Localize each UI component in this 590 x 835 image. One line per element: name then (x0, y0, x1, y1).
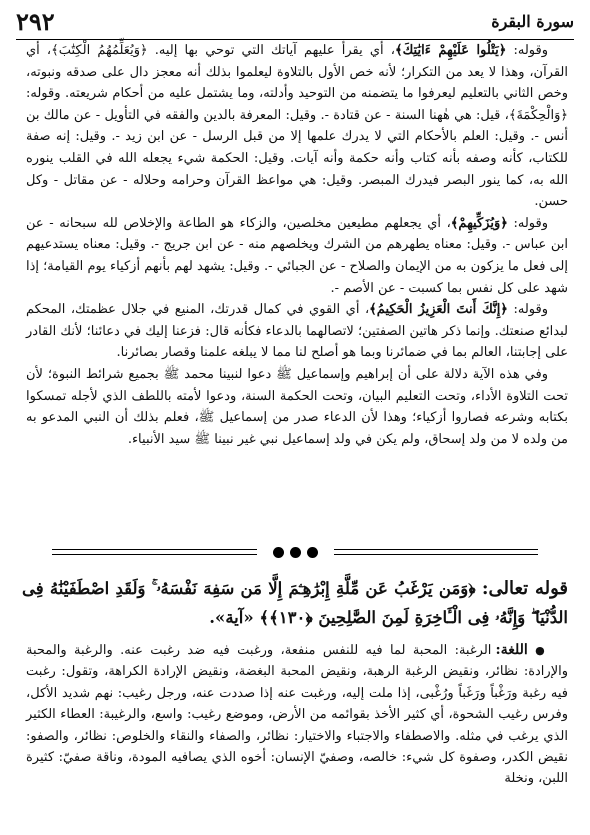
separator-dot (307, 547, 318, 558)
verse-label: قوله تعالى: (481, 578, 568, 599)
quran-quote: ﴿يَتْلُوا عَلَيْهِمْ ءَايَٰتِكَ﴾ (394, 43, 507, 58)
surah-title: سورة البقرة (491, 11, 574, 31)
paragraph-yuzakkihim: وقوله: ﴿وَيُزَكِّيهِمْ﴾، أي يجعلهم مطيعين مخلصين، والزكاء هو الطاعة والإخلاص لله سبحانه - عن ابن عباس -. وقيل: معناه يطهرهم من الشرك ويخلصهم منه - عن ابن جريج -. وقيل: معناه يستدعيهم إلى فعل ما يزكون به من الإيمان والصلاح - عن الجبائي -. وقيل: يشهد لهم بأنهم أزكياء يوم القيامة؛ إذا شهد على كل نفس بما كسبت - عن الأصم -. (26, 215, 568, 296)
paragraph-yatlu: وقوله: ﴿يَتْلُوا عَلَيْهِمْ ءَايَٰتِكَ﴾، أي يقرأ عليهم آياتك التي توحي بها إليه. ﴿وَيُعَلِّمُهُمُ الْكِتَٰبَ﴾، أي القرآن، وهذا لا يعد من التكرار؛ لأنه خص الأول بالتلاوة ليعلموا بذلك أنه معجز دال على صدقه ونبوته، وخص الثاني بالتعليم ليعرفوا ما يتضمنه من التوحيد وأدلته، وما يشتمل عليه من أحكام شريعته. وقوله: ﴿وَالْحِكْمَةَ﴾، قيل: هي هٰهنا السنة - عن قتادة -. وقيل: المعرفة بالدين والفقه في التأويل - عن مالك بن أنس -. وقيل: العلم بالأحكام التي لا يدرك علمها إلا من قبل الرسل - عن ابن زيد -. وقيل: إنه صفة للكتاب، كأنه وصفه بأنه كتاب وأنه حكمة وأنه آيات. وقيل: الحكمة شيء يجعله الله في القلب ينوره الله به، كما ينور البصر فيدرك المبصر. وقيل: هي مواعظ القرآن وحرامه وحلاله - عن مقاتل - وكل حسن. (26, 43, 568, 210)
quran-quote: ﴿وَيُزَكِّيهِمْ﴾ (450, 215, 508, 231)
bullet-icon: ● (535, 644, 548, 657)
verse-block (22, 574, 568, 632)
separator-line-right (334, 549, 539, 555)
paragraph-dalala: وفي هذه الآية دلالة على أن إبراهيم وإسماعيل ﷺ دعوا لنبينا محمد ﷺ بجميع شرائط النبوة؛ لأن تحت التلاوة الأداء، وتحت التعليم البيان، وتحت الحكمة السنة، ودعوا لأمته باللطف الذي لأجله تمسكوا بكتابه وشرعه فصاروا أزكياء؛ وهذا لأن الدعاء صدر من إسماعيل ﷺ، فعلم بذلك أن النبي المدعو به من ولده لا من ولد إسحاق، ولم يكن في ولد إسماعيل نبي غير نبينا ﷺ سيد الأنبياء. (26, 366, 568, 447)
separator-line-left (52, 549, 257, 555)
page-number: ٢٩٢ (16, 6, 55, 36)
section-separator (52, 541, 538, 563)
vocabulary-text: الرغبة: المحبة لما فيه للنفس منفعة، ورغبت فيه ضد رغبت عنه. والرغبة والمحبة والإرادة: نظائر، ونقيض الرغبة الرهبة، ونقيض المحبة البغضة، ونقيض الإرادة الكراهة، وتقول: رغبت فيه رغبة ورَغْباً ورَغَباً ورُغْبى، إذا ملت إليه، ورغبت عنه إذا صددت عنه، ورجل رغيب: نهم شديد الأكل، وفرس رغيب الشحوة، أي كثير الأخذ بقوائمه من الأرض، وموضع رغيب: واسع، والرغيبة: العطاء الكثير الذي يرغب في مثله. والاصطفاء والاجتباء والاختيار: نظائر، والصفاء والنقاء والخلوص: نظائر، والصفو: نقيض الكدر، وصفوة كل شيء: خالصه، وصفيّ الإنسان: أخوه الذي يصافيه المودة، وناقة صفيّ: كثيرة اللبن، ونخلة (26, 643, 568, 787)
commentary-body (26, 40, 568, 450)
separator-dot (290, 547, 301, 558)
verse-text: ﴿وَمَن يَرْغَبُ عَن مِّلَّةِ إِبْرَٰهِـۧمَ إِلَّا مَن سَفِهَ نَفْسَهُۥ ۚ وَلَقَدِ اصْطَفَيْنَٰهُ فِى الدُّنْيَا ۖ وَإِنَّهُۥ فِى الْـَٔاخِرَةِ لَمِنَ الصَّٰلِحِينَ ﴿١٣٠﴾﴾ «آية». (22, 579, 568, 627)
page-header (16, 6, 574, 36)
paragraph-aziz-hakim: وقوله: ﴿إِنَّكَ أَنتَ الْعَزِيزُ الْحَكِيمُ﴾، أي القوي في كمال قدرتك، المنيع في جلال عظمتك، المحكم لبدائع صنعتك. وإنما ذكر هاتين الصفتين؛ لاتصالهما بالدعاء فكأنه قال: فزعنا إليك في دعائنا؛ لأنك القادر على إجابتنا، العالم بما في ضمائرنا وبما هو أصلح لنا مما لا يبلغه علمنا وقصار بصائرنا. (26, 302, 568, 361)
vocabulary-paragraph (26, 640, 568, 790)
separator-dot (273, 547, 284, 558)
quran-quote: ﴿إِنَّكَ أَنتَ الْعَزِيزُ الْحَكِيمُ﴾ (369, 302, 508, 318)
vocabulary-section (26, 640, 568, 790)
separator-dots (267, 547, 324, 558)
vocabulary-label: اللغة: (495, 642, 528, 658)
